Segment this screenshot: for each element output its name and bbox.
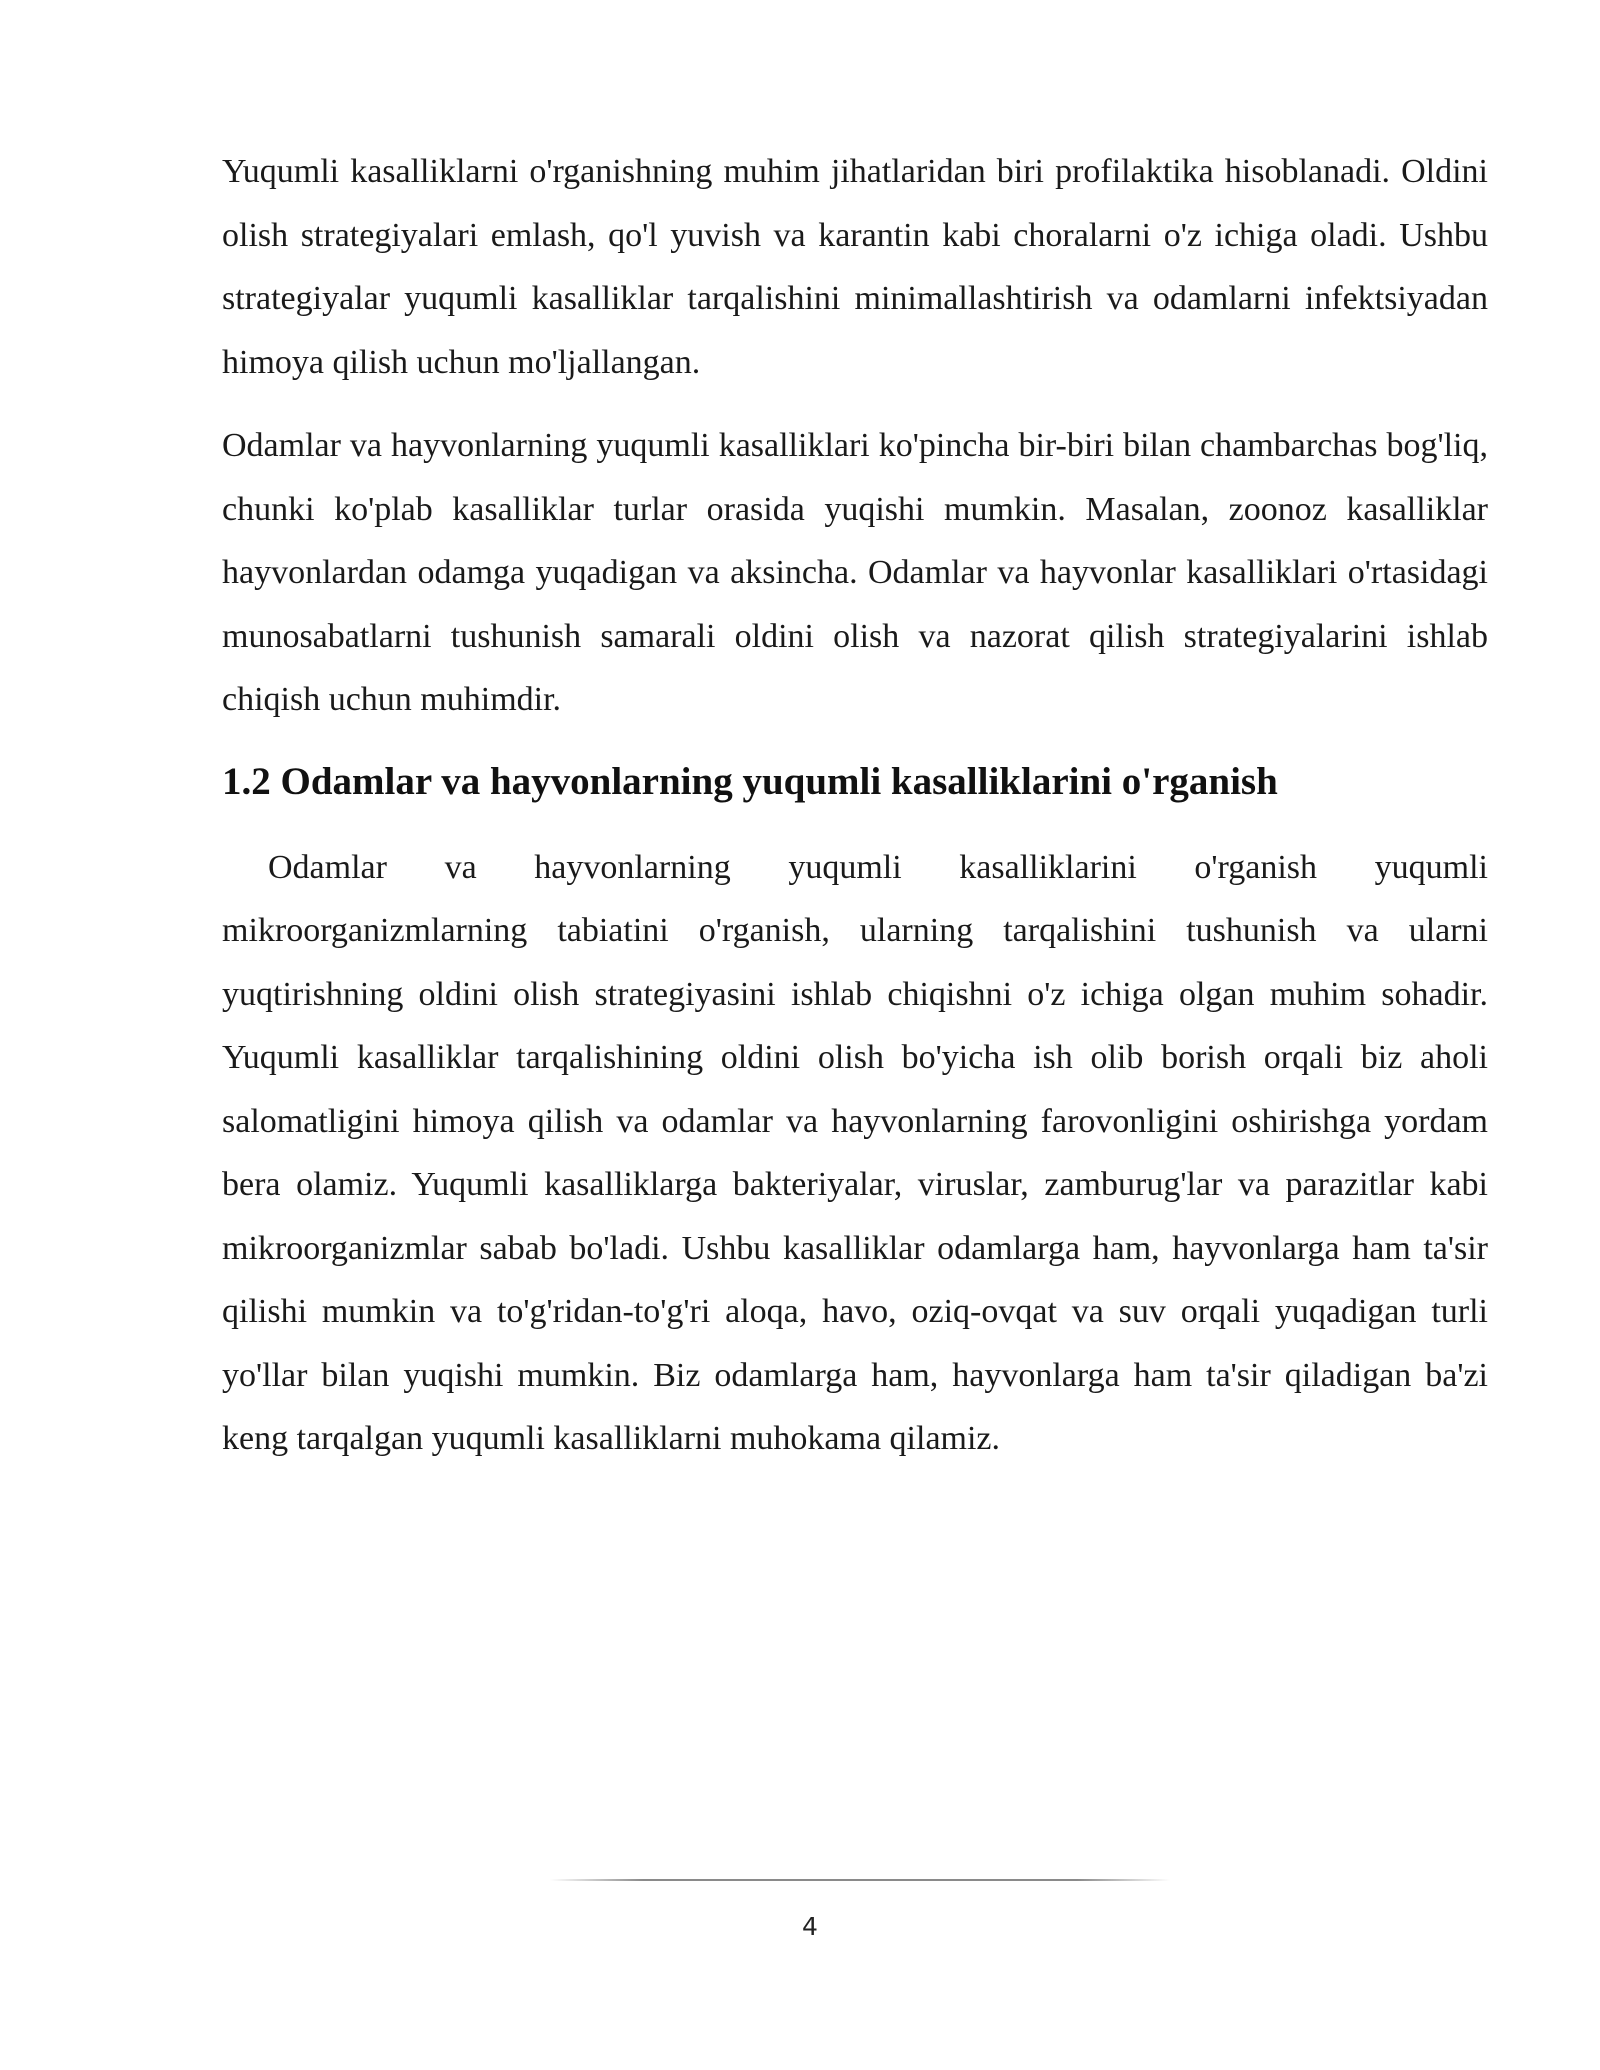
paragraph-section-body: Odamlar va hayvonlarning yuqumli kasalliklarini o'rganish yuqumli mikroorganizmlarning tabiatini o'rganish, ularning tarqalishini tushunish va ularni yuqtirishning oldini olish strategiyasini ishlab chiqishni o'z ichiga olgan muhim sohadir. Yuqumli kasalliklar tarqalishining oldini olish bo'yicha ish olib borish orqali biz aholi salomatligini himoya qilish va odamlar va hayvonlarning farovonligini oshirishga yordam bera olamiz. Yuqumli kasalliklarga bakteriyalar, viruslar, zamburug'lar va parazitlar kabi mikroorganizmlar sabab bo'ladi. Ushbu kasalliklar odamlarga ham, hayvonlarga ham ta'sir qilishi mumkin va to'g'ridan-to'g'ri aloqa, havo, oziq-ovqat va suv orqali yuqadigan turli yo'llar bilan yuqishi mumkin. Biz odamlarga ham, hayvonlarga ham ta'sir qiladigan ba'zi keng tarqalgan yuqumli kasalliklarni muhokama qilamiz. <box>222 848 1488 1457</box>
page-content <box>222 140 1488 1491</box>
footer-divider <box>550 1879 1170 1881</box>
paragraph-prevention: Yuqumli kasalliklarni o'rganishning muhim jihatlaridan biri profilaktika hisoblanadi. Oldini olish strategiyalari emlash, qo'l yuvish va karantin kabi choralarni o'z ichiga oladi. Ushbu strategiyalar yuqumli kasalliklar tarqalishini minimallashtirish va odamlarni infektsiyadan himoya qilish uchun mo'ljallangan. <box>222 153 1488 381</box>
page-number: 4 <box>802 1912 818 1941</box>
paragraph-zoonoses: Odamlar va hayvonlarning yuqumli kasalliklari ko'pincha bir-biri bilan chambarchas bog'liq, chunki ko'plab kasalliklar turlar orasida yuqishi mumkin. Masalan, zoonoz kasalliklar hayvonlardan odamga yuqadigan va aksincha. Odamlar va hayvonlar kasalliklari o'rtasidagi munosabatlarni tushunish samarali oldini olish va nazorat qilish strategiyalarini ishlab chiqish uchun muhimdir. <box>222 427 1488 718</box>
section-heading: 1.2 Odamlar va hayvonlarning yuqumli kasalliklarini o'rganish <box>222 759 1278 803</box>
